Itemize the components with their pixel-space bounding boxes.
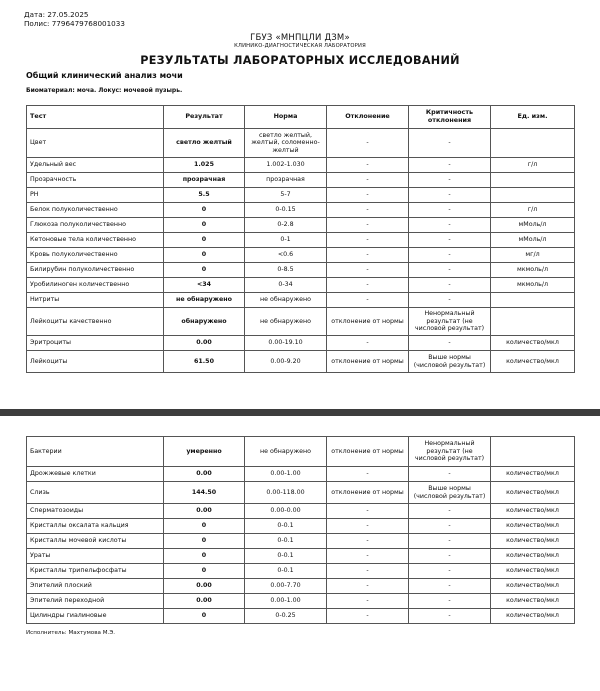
result-value: 144.50 [164, 482, 245, 504]
criticality-value: - [409, 534, 491, 549]
unit-value: мМоль/л [491, 218, 575, 233]
test-name: Бактерии [27, 437, 164, 467]
test-name: Глюкоза полуколичественно [27, 218, 164, 233]
result-value: умеренно [164, 437, 245, 467]
test-name: Лейкоциты [27, 351, 164, 373]
report-page-2 [0, 416, 600, 691]
unit-value: количество/мкл [491, 609, 575, 624]
norm-value: 0.00-1.00 [245, 594, 327, 609]
norm-value: не обнаружено [245, 308, 327, 336]
unit-value: количество/мкл [491, 564, 575, 579]
deviation-value: - [327, 467, 409, 482]
column-header-test: Тест [27, 106, 164, 129]
deviation-value: - [327, 248, 409, 263]
executor-name: Исполнитель: Махтумова М.Э. [26, 630, 116, 636]
result-value: 0.00 [164, 579, 245, 594]
result-value: 0.00 [164, 336, 245, 351]
criticality-value: - [409, 173, 491, 188]
test-name: Кровь полуколичественно [27, 248, 164, 263]
criticality-value: - [409, 467, 491, 482]
unit-value: количество/мкл [491, 519, 575, 534]
norm-value: 0.00-7.70 [245, 579, 327, 594]
unit-value: количество/мкл [491, 534, 575, 549]
norm-value: 0-8.5 [245, 263, 327, 278]
criticality-value: - [409, 233, 491, 248]
test-name: Лейкоциты качественно [27, 308, 164, 336]
test-name: Ураты [27, 549, 164, 564]
norm-value: 0-0.25 [245, 609, 327, 624]
results-table-page-2 [26, 436, 575, 624]
test-name: Билирубин полуколичественно [27, 263, 164, 278]
result-value: 0 [164, 609, 245, 624]
result-value: 0 [164, 263, 245, 278]
norm-value: 0-1 [245, 233, 327, 248]
column-header-criticality: Критичность отклонения [409, 106, 491, 129]
test-name: Кетоновые тела количественно [27, 233, 164, 248]
unit-value [491, 437, 575, 467]
deviation-value: - [327, 594, 409, 609]
result-value: 0 [164, 233, 245, 248]
norm-value: <0.6 [245, 248, 327, 263]
table-row [27, 482, 575, 504]
patient-meta [24, 10, 125, 28]
result-value: светло желтый [164, 129, 245, 158]
criticality-value: - [409, 549, 491, 564]
table-row [27, 564, 575, 579]
criticality-value: - [409, 336, 491, 351]
result-value: не обнаружено [164, 293, 245, 308]
norm-value: 0.00-0.00 [245, 504, 327, 519]
criticality-value: - [409, 564, 491, 579]
deviation-value: - [327, 188, 409, 203]
norm-value: прозрачная [245, 173, 327, 188]
test-name: Уробилиноген количественно [27, 278, 164, 293]
unit-value: количество/мкл [491, 351, 575, 373]
norm-value: светло желтый, желтый, соломенно-желтый [245, 129, 327, 158]
test-name: Кристаллы оксалата кальция [27, 519, 164, 534]
result-value: <34 [164, 278, 245, 293]
result-value: 0 [164, 218, 245, 233]
result-value: обнаружено [164, 308, 245, 336]
table-row [27, 188, 575, 203]
unit-value [491, 188, 575, 203]
criticality-value: - [409, 278, 491, 293]
table-row [27, 278, 575, 293]
unit-value [491, 308, 575, 336]
deviation-value: - [327, 233, 409, 248]
result-value: 0.00 [164, 594, 245, 609]
norm-value: 0-0.1 [245, 564, 327, 579]
table-row [27, 579, 575, 594]
table-header-row [27, 106, 575, 129]
deviation-value: - [327, 564, 409, 579]
table-row [27, 467, 575, 482]
criticality-value: - [409, 218, 491, 233]
result-value: 0 [164, 519, 245, 534]
result-value: 0 [164, 549, 245, 564]
deviation-value: - [327, 534, 409, 549]
deviation-value: - [327, 278, 409, 293]
test-name: Эритроциты [27, 336, 164, 351]
deviation-value: отклонение от нормы [327, 482, 409, 504]
test-name: Сперматозоиды [27, 504, 164, 519]
result-value: 5.5 [164, 188, 245, 203]
unit-value [491, 129, 575, 158]
unit-value: мг/л [491, 248, 575, 263]
unit-value: количество/мкл [491, 504, 575, 519]
unit-value: количество/мкл [491, 467, 575, 482]
criticality-value: - [409, 594, 491, 609]
criticality-value: Ненормальный результат (не числовой результат) [409, 308, 491, 336]
test-name: Кристаллы мочевой кислоты [27, 534, 164, 549]
unit-value [491, 293, 575, 308]
laboratory-name: КЛИНИКО-ДИАГНОСТИЧЕСКАЯ ЛАБОРАТОРИЯ [234, 43, 366, 49]
test-name: Цвет [27, 129, 164, 158]
result-value: 0 [164, 248, 245, 263]
test-name: Кристаллы трипельфосфаты [27, 564, 164, 579]
test-name: Белок полуколичественно [27, 203, 164, 218]
norm-value: 0-0.15 [245, 203, 327, 218]
deviation-value: - [327, 173, 409, 188]
unit-value: мкмоль/л [491, 278, 575, 293]
criticality-value: - [409, 579, 491, 594]
criticality-value: - [409, 519, 491, 534]
table-row [27, 158, 575, 173]
norm-value: 0-34 [245, 278, 327, 293]
deviation-value: отклонение от нормы [327, 351, 409, 373]
norm-value: 5-7 [245, 188, 327, 203]
criticality-value: Ненормальный результат (не числовой результат) [409, 437, 491, 467]
table-row [27, 351, 575, 373]
criticality-value: - [409, 188, 491, 203]
result-value: 61.50 [164, 351, 245, 373]
criticality-value: - [409, 293, 491, 308]
criticality-value: - [409, 263, 491, 278]
norm-value: 0-0.1 [245, 549, 327, 564]
analysis-title: Общий клинический анализ мочи [26, 71, 183, 80]
result-value: 0 [164, 534, 245, 549]
norm-value: 1.002-1.030 [245, 158, 327, 173]
result-value: 0.00 [164, 504, 245, 519]
norm-value: не обнаружено [245, 437, 327, 467]
table-row [27, 173, 575, 188]
unit-value: г/л [491, 158, 575, 173]
norm-value: 0.00-9.20 [245, 351, 327, 373]
policy-number: Полис: 7796479768001033 [24, 19, 125, 28]
unit-value: г/л [491, 203, 575, 218]
page-separator [0, 409, 600, 416]
table-row [27, 129, 575, 158]
table-row [27, 203, 575, 218]
test-name: Удельный вес [27, 158, 164, 173]
column-header-norm: Норма [245, 106, 327, 129]
deviation-value: отклонение от нормы [327, 308, 409, 336]
criticality-value: - [409, 203, 491, 218]
test-name: Цилиндры гиалиновые [27, 609, 164, 624]
deviation-value: - [327, 504, 409, 519]
unit-value: количество/мкл [491, 549, 575, 564]
page-title: РЕЗУЛЬТАТЫ ЛАБОРАТОРНЫХ ИССЛЕДОВАНИЙ [140, 54, 460, 67]
test-name: Слизь [27, 482, 164, 504]
table-row [27, 336, 575, 351]
unit-value: количество/мкл [491, 336, 575, 351]
test-name: Дрожжевые клетки [27, 467, 164, 482]
result-value: 0.00 [164, 467, 245, 482]
results-table-page-1 [26, 105, 575, 373]
deviation-value: - [327, 293, 409, 308]
criticality-value: - [409, 609, 491, 624]
test-name: PH [27, 188, 164, 203]
deviation-value: отклонение от нормы [327, 437, 409, 467]
deviation-value: - [327, 129, 409, 158]
test-name: Эпителий переходной [27, 594, 164, 609]
unit-value [491, 173, 575, 188]
test-name: Прозрачность [27, 173, 164, 188]
norm-value: 0.00-118.00 [245, 482, 327, 504]
deviation-value: - [327, 336, 409, 351]
deviation-value: - [327, 609, 409, 624]
deviation-value: - [327, 218, 409, 233]
report-date: Дата: 27.05.2025 [24, 10, 89, 19]
deviation-value: - [327, 203, 409, 218]
table-row [27, 534, 575, 549]
result-value: 1.025 [164, 158, 245, 173]
table-row [27, 263, 575, 278]
criticality-value: Выше нормы (числовой результат) [409, 351, 491, 373]
deviation-value: - [327, 158, 409, 173]
result-value: 0 [164, 564, 245, 579]
result-value: прозрачная [164, 173, 245, 188]
deviation-value: - [327, 519, 409, 534]
unit-value: количество/мкл [491, 594, 575, 609]
biomaterial-info: Биоматериал: моча. Локус: мочевой пузырь. [26, 87, 183, 94]
table-row [27, 549, 575, 564]
criticality-value: - [409, 129, 491, 158]
table-row [27, 248, 575, 263]
criticality-value: - [409, 158, 491, 173]
table-row [27, 519, 575, 534]
table-row [27, 437, 575, 467]
column-header-deviation: Отклонение [327, 106, 409, 129]
unit-value: количество/мкл [491, 482, 575, 504]
table-row [27, 233, 575, 248]
organization-name: ГБУЗ «МНПЦЛИ ДЗМ» [250, 33, 350, 43]
table-row [27, 504, 575, 519]
norm-value: 0.00-1.00 [245, 467, 327, 482]
norm-value: 0-0.1 [245, 534, 327, 549]
unit-value: мМоль/л [491, 233, 575, 248]
criticality-value: Выше нормы (числовой результат) [409, 482, 491, 504]
table-row [27, 609, 575, 624]
criticality-value: - [409, 248, 491, 263]
deviation-value: - [327, 549, 409, 564]
column-header-unit: Ед. изм. [491, 106, 575, 129]
column-header-result: Результат [164, 106, 245, 129]
deviation-value: - [327, 263, 409, 278]
test-name: Эпителий плоский [27, 579, 164, 594]
test-name: Нитриты [27, 293, 164, 308]
unit-value: мкмоль/л [491, 263, 575, 278]
table-row [27, 308, 575, 336]
criticality-value: - [409, 504, 491, 519]
deviation-value: - [327, 579, 409, 594]
norm-value: 0.00-19.10 [245, 336, 327, 351]
table-row [27, 594, 575, 609]
table-row [27, 293, 575, 308]
result-value: 0 [164, 203, 245, 218]
norm-value: 0-0.1 [245, 519, 327, 534]
norm-value: 0-2.8 [245, 218, 327, 233]
table-row [27, 218, 575, 233]
norm-value: не обнаружено [245, 293, 327, 308]
unit-value: количество/мкл [491, 579, 575, 594]
